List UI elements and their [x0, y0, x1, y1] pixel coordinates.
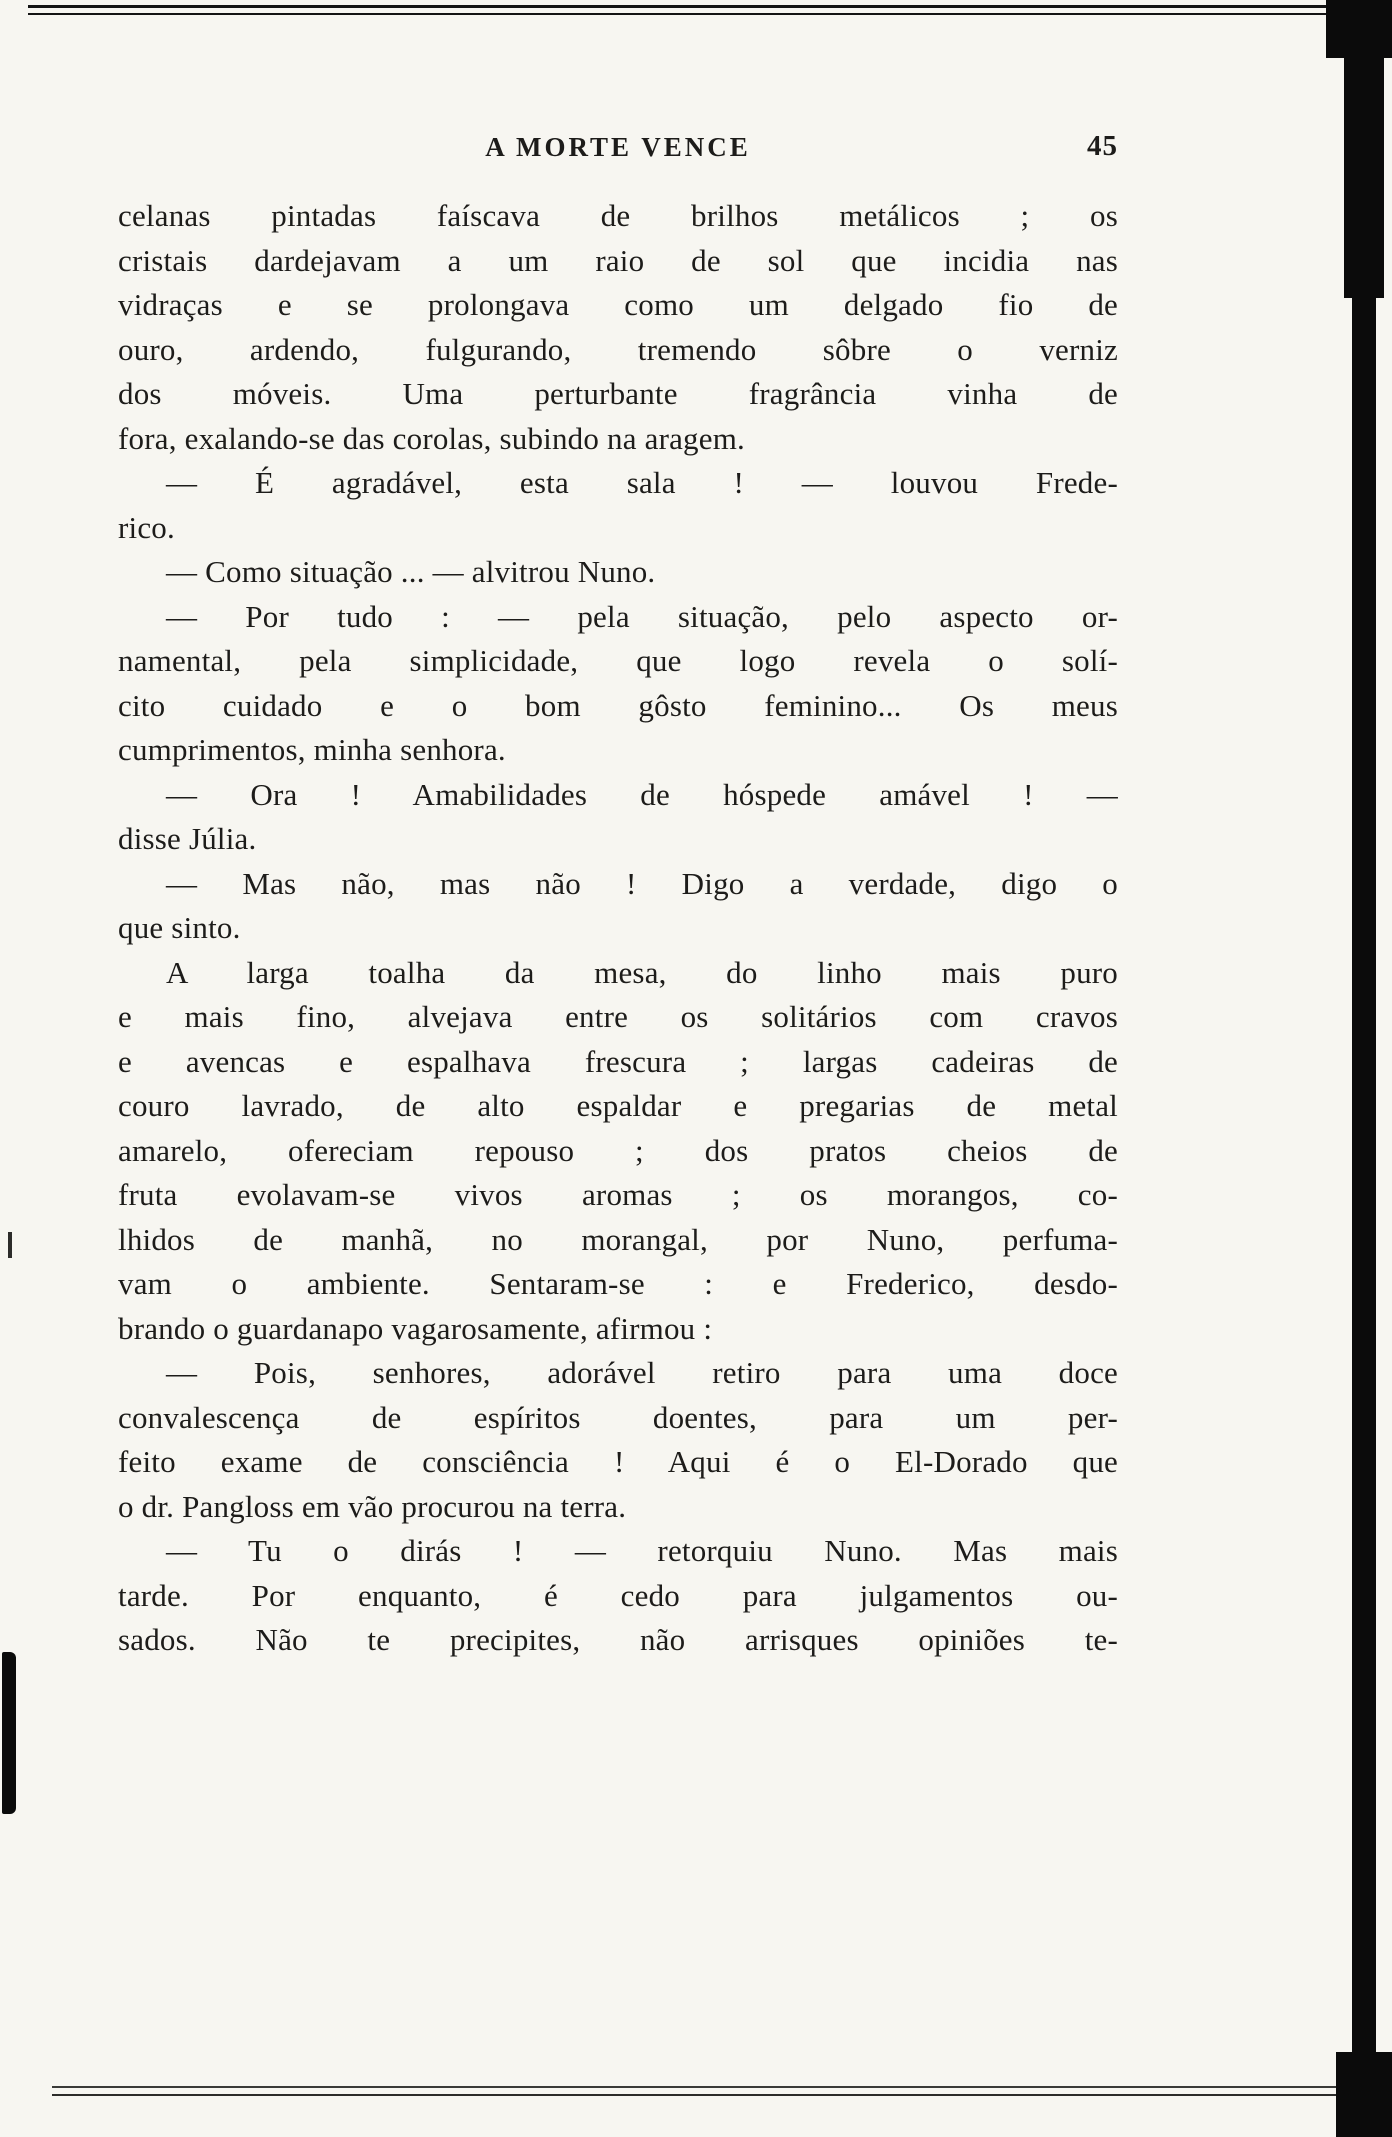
- page-header: [118, 132, 1118, 172]
- text-line: vam o ambiente. Sentaram-se : e Frederico, desdo-: [118, 1266, 1118, 1301]
- text-line: sados. Não te precipites, não arrisques opiniões te-: [118, 1622, 1118, 1657]
- bottom-rule-upper: [52, 2086, 1338, 2088]
- text-line: rico.: [118, 509, 175, 545]
- page-number: 45: [1087, 130, 1118, 162]
- text-line: ouro, ardendo, fulgurando, tremendo sôbre o verniz: [118, 331, 1118, 367]
- text-line: cristais dardejavam a um raio de sol que incidia nas: [118, 242, 1118, 278]
- text-line: e avencas e espalhava frescura ; largas cadeiras de: [118, 1043, 1118, 1079]
- text-line: celanas pintadas faíscava de brilhos metálicos ; os: [118, 198, 1118, 233]
- text-line: brando o guardanapo vagarosamente, afirmou :: [118, 1310, 713, 1346]
- text-line: que sinto.: [118, 910, 241, 945]
- text-line: e mais fino, alvejava entre os solitários com cravos: [118, 999, 1118, 1034]
- text-line: amarelo, ofereciam repouso ; dos pratos cheios de: [118, 1132, 1118, 1168]
- text-line: — É agradável, esta sala ! — louvou Frede-: [166, 465, 1118, 500]
- top-rule-upper: [28, 5, 1333, 8]
- text-line: dos móveis. Uma perturbante fragrância vinha de: [118, 376, 1118, 411]
- text-line: — Pois, senhores, adorável retiro para uma doce: [166, 1355, 1118, 1390]
- text-line: vidraças e se prolongava como um delgado fio de: [118, 287, 1118, 322]
- text-line: couro lavrado, de alto espaldar e pregarias de metal: [118, 1088, 1118, 1123]
- scan-ink-mark-left: [2, 1652, 16, 1814]
- text-line: fora, exalando-se das corolas, subindo na aragem.: [118, 420, 745, 456]
- scan-black-band-bottom-right: [1336, 2052, 1392, 2137]
- text-line: cito cuidado e o bom gôsto feminino... Os meus: [118, 687, 1118, 723]
- text-line: convalescença de espíritos doentes, para um per-: [118, 1399, 1118, 1435]
- text-line: — Como situação ... — alvitrou Nuno.: [166, 554, 656, 589]
- text-line: lhidos de manhã, no morangal, por Nuno, perfuma-: [118, 1221, 1118, 1257]
- text-line: namental, pela simplicidade, que logo revela o solí-: [118, 643, 1118, 678]
- text-line: A larga toalha da mesa, do linho mais puro: [166, 954, 1118, 990]
- bottom-rule-lower: [52, 2094, 1338, 2096]
- text-block: [118, 194, 1118, 1663]
- text-line: fruta evolavam-se vivos aromas ; os morangos, co-: [118, 1177, 1118, 1212]
- text-line: o dr. Pangloss em vão procurou na terra.: [118, 1488, 627, 1524]
- text-line: tarde. Por enquanto, é cedo para julgamentos ou-: [118, 1577, 1118, 1613]
- scan-black-band-right-edge: [1352, 0, 1376, 2137]
- scan-speck-left: [8, 1232, 12, 1258]
- text-line: feito exame de consciência ! Aqui é o El-Dorado que: [118, 1444, 1118, 1479]
- text-line: disse Júlia.: [118, 821, 257, 856]
- text-line: — Tu o dirás ! — retorquiu Nuno. Mas mais: [166, 1533, 1118, 1568]
- top-rule-lower: [28, 13, 1333, 15]
- text-line: cumprimentos, minha senhora.: [118, 732, 506, 767]
- running-title: A MORTE VENCE: [485, 132, 751, 162]
- text-line: — Por tudo : — pela situação, pelo aspecto or-: [166, 598, 1118, 634]
- text-line: — Mas não, mas não ! Digo a verdade, digo o: [166, 865, 1118, 901]
- text-line: — Ora ! Amabilidades de hóspede amável ! —: [166, 776, 1118, 812]
